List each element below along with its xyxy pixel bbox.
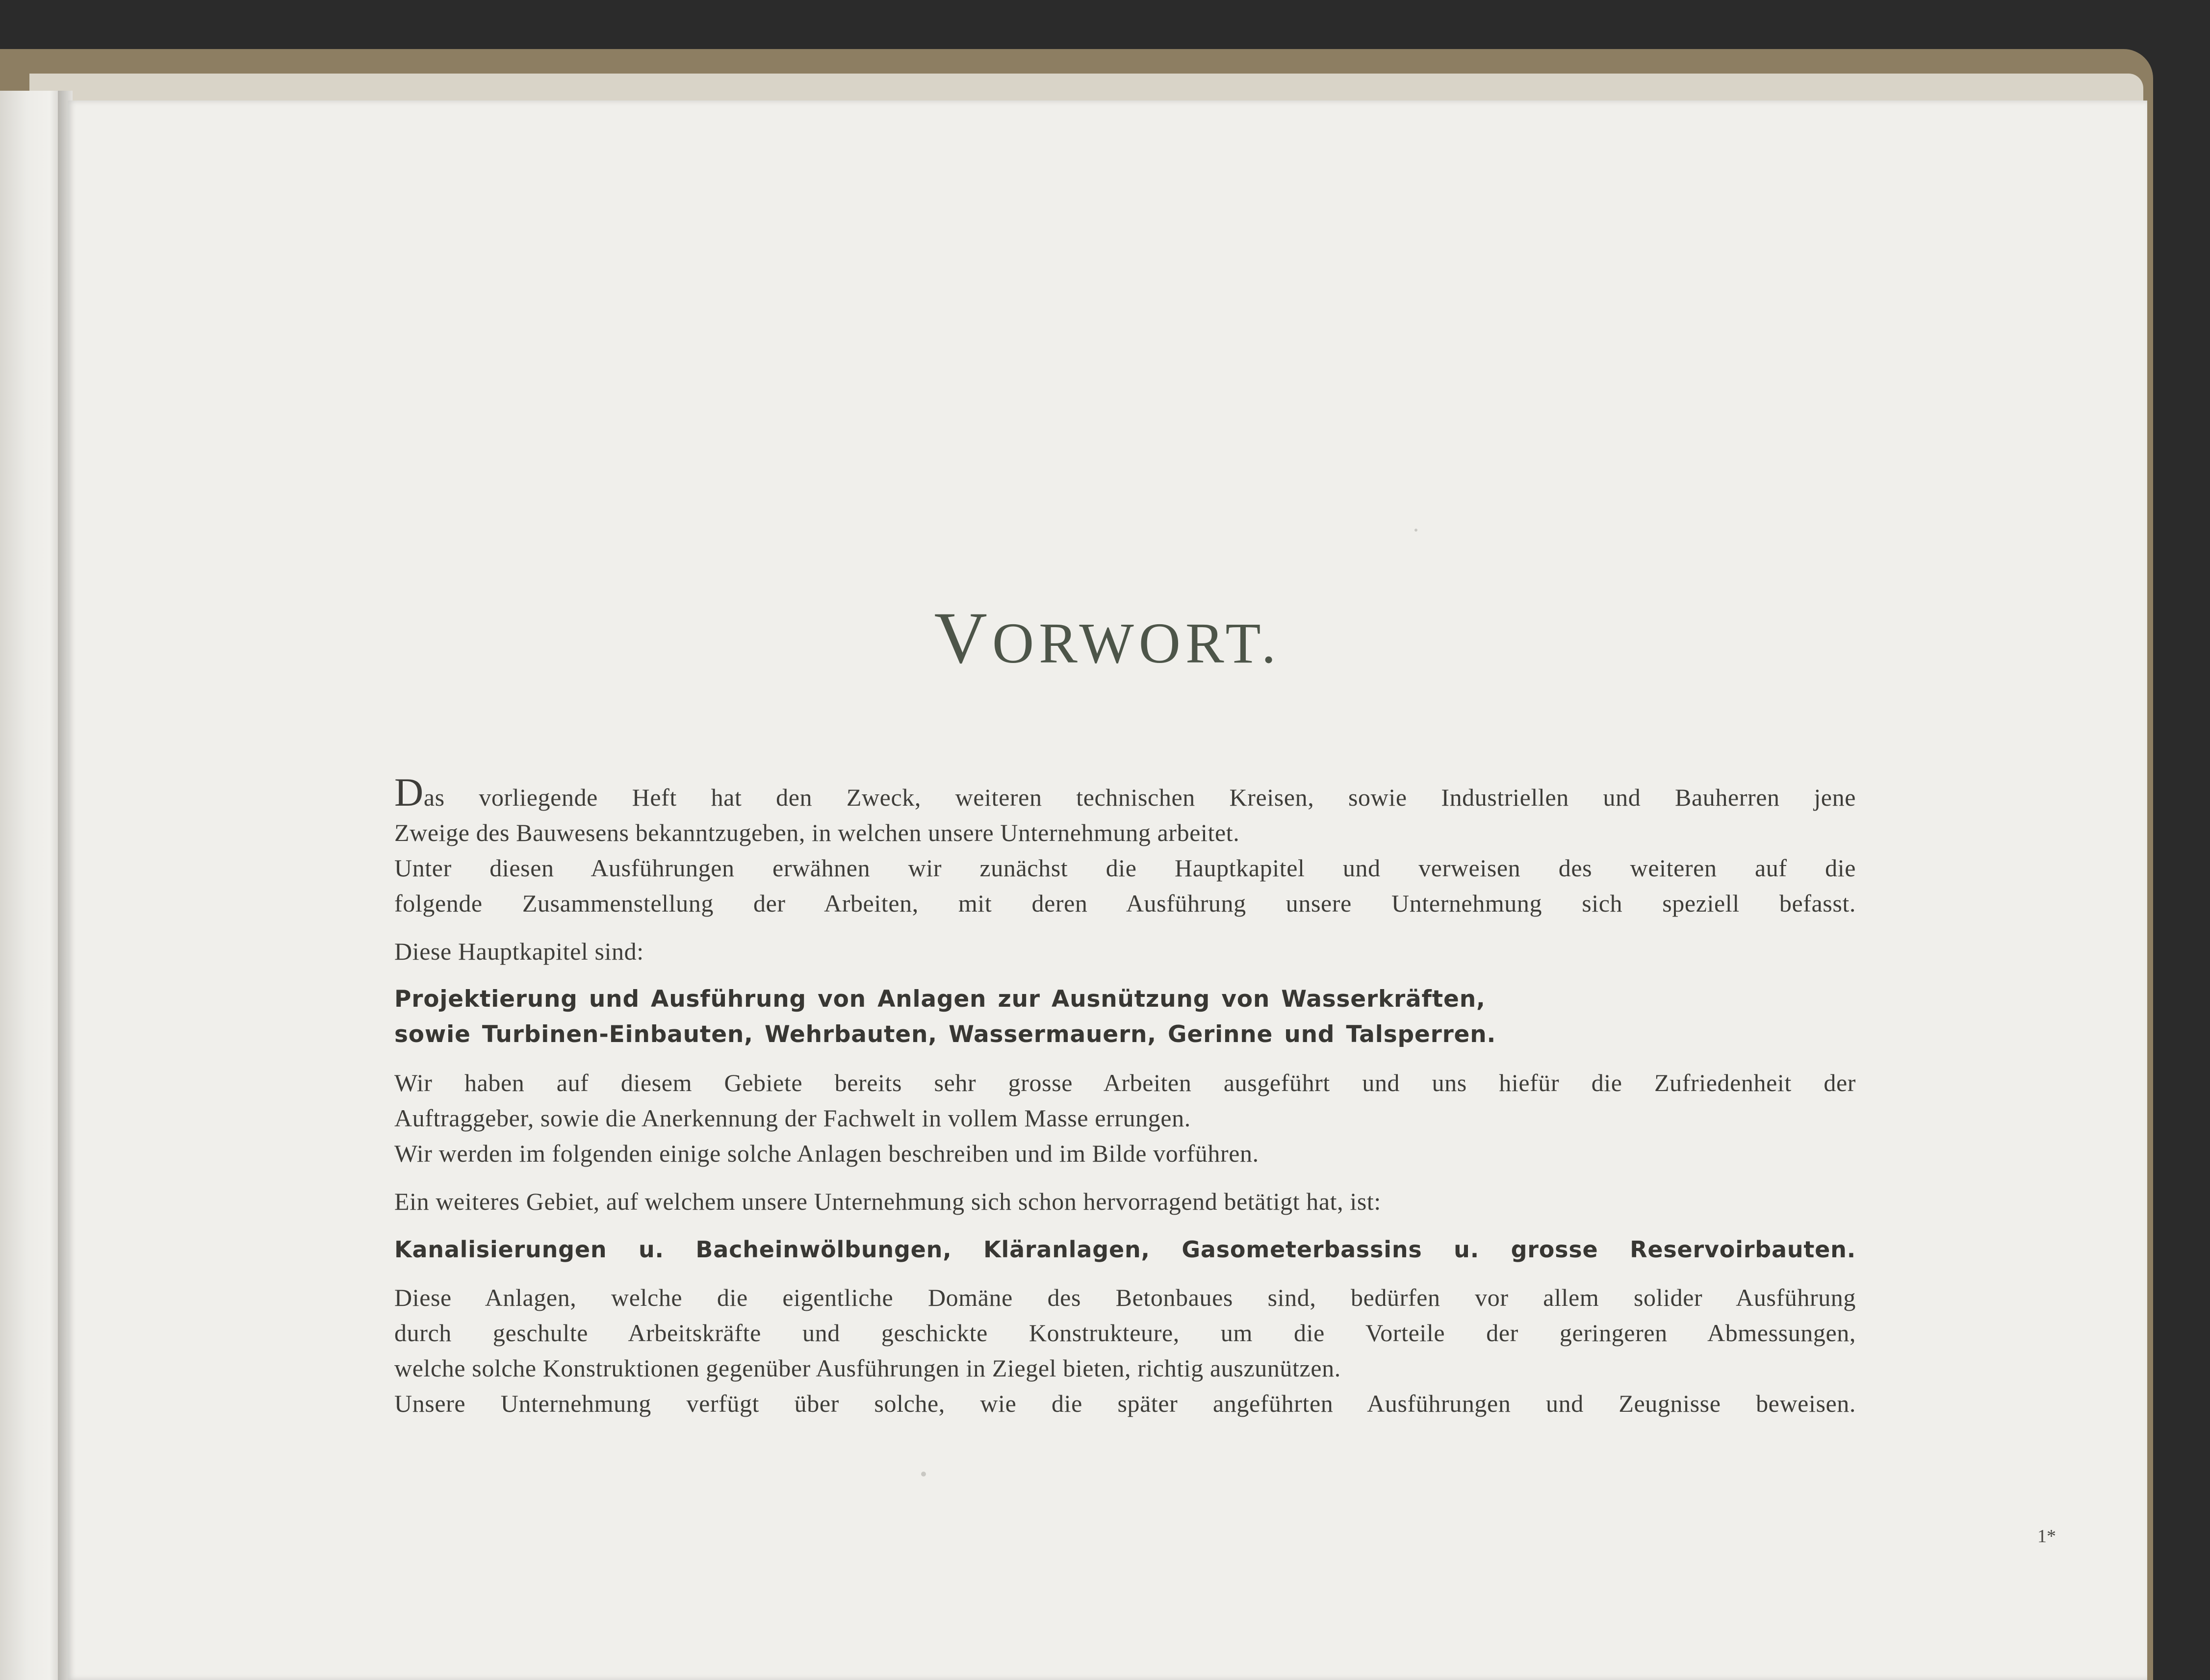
paragraph-4-line-2: Auftraggeber, sowie die Anerkennung der Fachwelt in vollem Masse errungen. <box>394 1104 1191 1132</box>
paragraph-7-line-1: Diese Anlagen, welche die eigentliche Domäne des Betonbaues sind, bedürfen vor allem solider Ausführung <box>394 1284 1856 1311</box>
paragraph-7-line-2: durch geschulte Arbeitskräfte und geschickte Konstrukteure, um die Vorteile der geringeren Abmessungen, <box>394 1319 1856 1347</box>
paragraph-8: Unsere Unternehmung verfügt über solche, wie die später angeführten Ausführungen und Zeugnisse beweisen. <box>394 1390 1856 1417</box>
paragraph-2-line-2: folgende Zusammenstellung der Arbeiten, mit deren Ausführung unsere Unternehmung sich speziell befasst. <box>394 890 1856 917</box>
paper-speck <box>921 1472 926 1476</box>
title-rest: ORWORT. <box>992 611 1281 675</box>
left-page-edge <box>0 91 66 1680</box>
title-initial: V <box>934 597 992 679</box>
paragraph-1-line-2: Zweige des Bauwesens bekanntzugeben, in welchen unsere Unternehmung arbeitet. <box>394 819 1240 846</box>
paragraph-7-line-3: welche solche Konstruktionen gegenüber Ausführungen in Ziegel bieten, richtig auszunützen. <box>394 1354 1341 1382</box>
heading-1-line-1: Projektierung und Ausführung von Anlagen zur Ausnützung von Wasserkräften, <box>394 986 1486 1013</box>
page-number: 1* <box>2037 1526 2056 1547</box>
right-page <box>68 101 2147 1680</box>
paragraph-2-line-1: Unter diesen Ausführungen erwähnen wir zunächst die Hauptkapitel und verweisen des weiteren auf die <box>394 854 1856 882</box>
heading-2: Kanalisierungen u. Bacheinwölbungen, Kläranlagen, Gasometerbassins u. grosse Reservoirbauten. <box>394 1236 1856 1263</box>
paragraph-4-line-1: Wir haben auf diesem Gebiete bereits sehr grosse Arbeiten ausgeführt und uns hiefür die Zufriedenheit der <box>394 1069 1856 1096</box>
body-text <box>394 770 1856 1421</box>
drop-cap: D <box>394 770 424 815</box>
page-title <box>68 596 2147 680</box>
paragraph-3: Diese Hauptkapitel sind: <box>394 938 644 965</box>
paragraph-1-line-1: Das vorliegende Heft hat den Zweck, weiteren technischen Kreisen, sowie Industriellen und Bauherren jene <box>394 770 1856 815</box>
paper-speck <box>1414 529 1417 532</box>
paragraph-5: Wir werden im folgenden einige solche Anlagen beschreiben und im Bilde vorführen. <box>394 1140 1259 1167</box>
heading-1-line-2: sowie Turbinen-Einbauten, Wehrbauten, Wassermauern, Gerinne und Talsperren. <box>394 1021 1496 1048</box>
paragraph-6: Ein weiteres Gebiet, auf welchem unsere Unternehmung sich schon hervorragend betätigt hat, ist: <box>394 1188 1381 1215</box>
